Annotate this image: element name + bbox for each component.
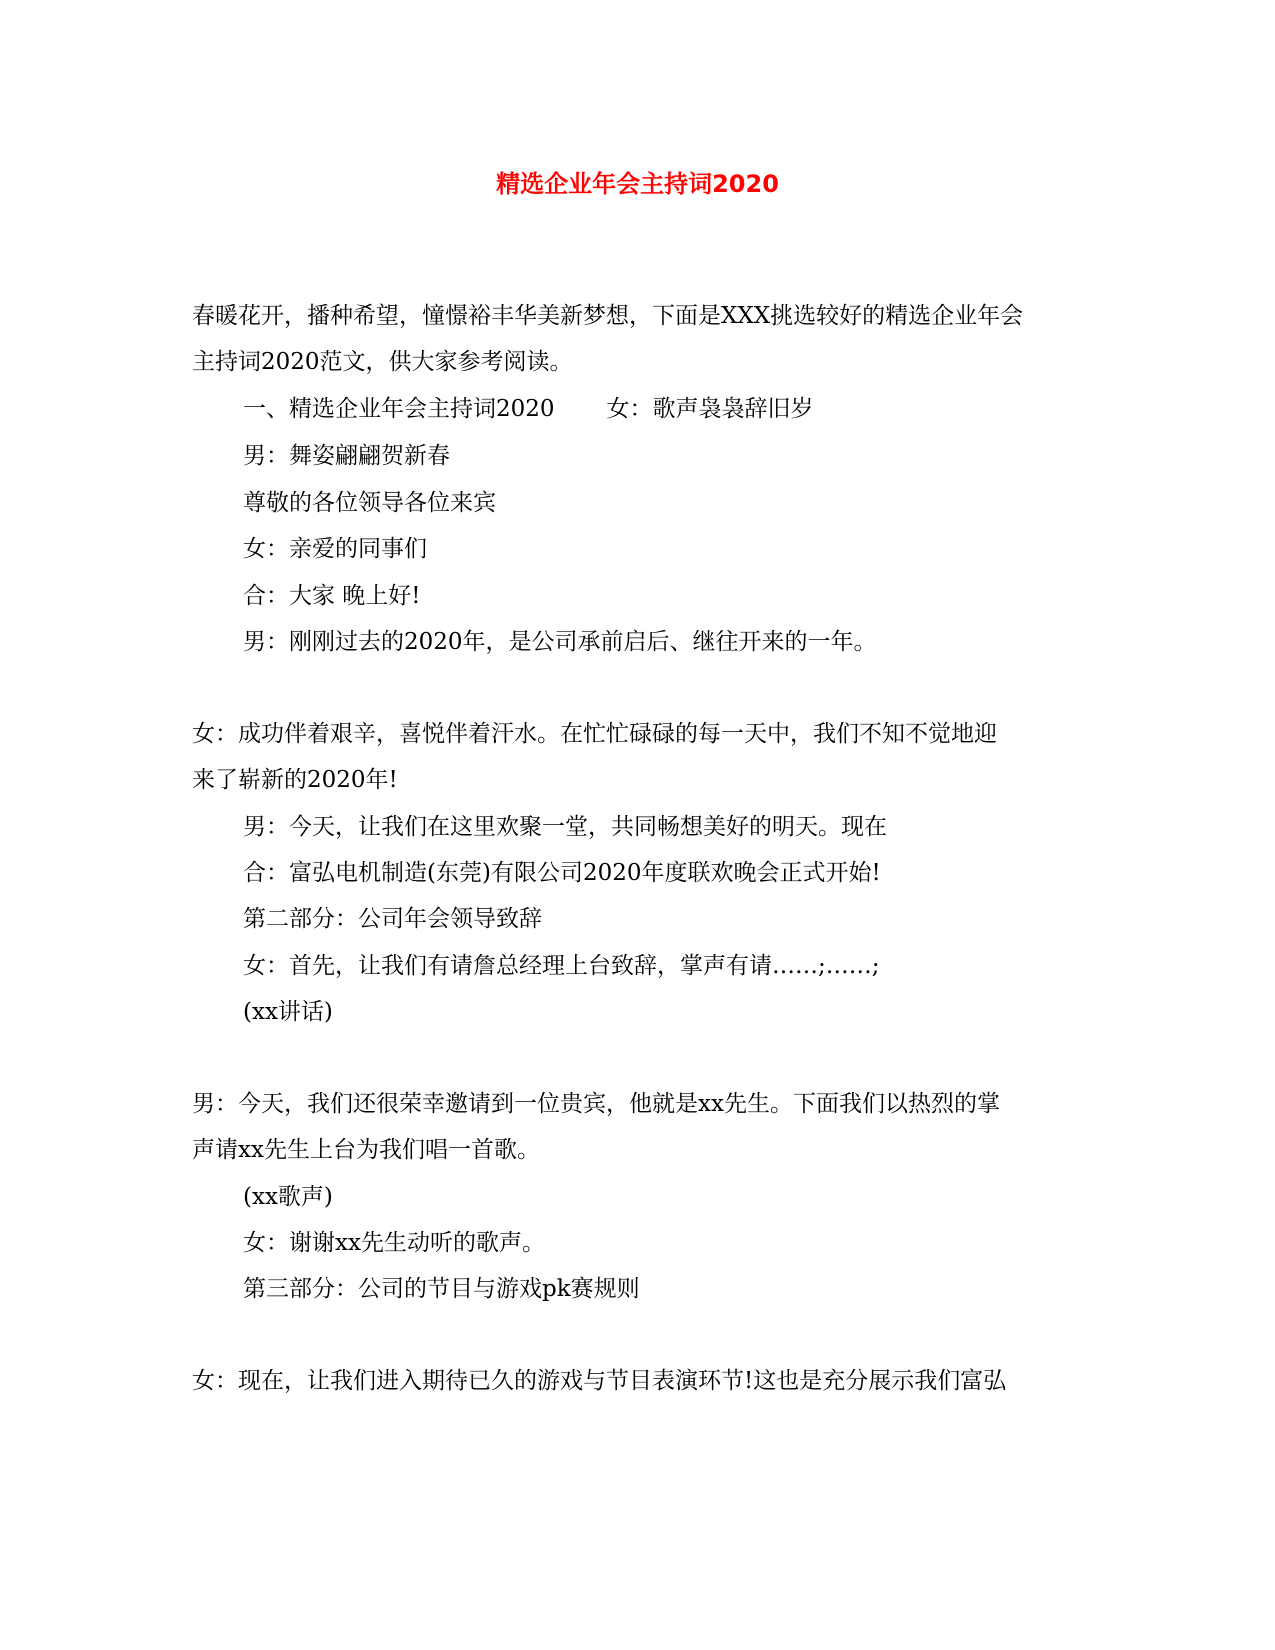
- dialogue-line: 男：舞姿翩翩贺新春: [243, 443, 450, 469]
- paragraph-line: 女：成功伴着艰辛，喜悦伴着汗水。在忙忙碌碌的每一天中，我们不知不觉地迎: [192, 721, 997, 747]
- dialogue-line: 女：首先，让我们有请詹总经理上台致辞，掌声有请……;……;: [243, 953, 880, 979]
- stage-note: (xx歌声): [243, 1184, 333, 1210]
- dialogue-line: 女：亲爱的同事们: [243, 536, 427, 562]
- paragraph-line: 春暖花开，播种希望，憧憬裕丰华美新梦想，下面是XXX挑选较好的精选企业年会: [192, 303, 1024, 329]
- dialogue-line: 男：刚刚过去的2020年，是公司承前启后、继往开来的一年。: [243, 629, 877, 655]
- section-heading: 第三部分：公司的节目与游戏pk赛规则: [243, 1276, 640, 1302]
- stage-note: (xx讲话): [243, 999, 333, 1025]
- paragraph-line: 男：今天，我们还很荣幸邀请到一位贵宾，他就是xx先生。下面我们以热烈的掌: [192, 1091, 1000, 1117]
- section-heading: 一、精选企业年会主持词2020: [243, 396, 555, 422]
- dialogue-line: 女：谢谢xx先生动听的歌声。: [243, 1230, 545, 1256]
- dialogue-line: 女：歌声袅袅辞旧岁: [606, 396, 814, 422]
- paragraph-line: 声请xx先生上台为我们唱一首歌。: [192, 1137, 540, 1163]
- dialogue-line: 男：今天，让我们在这里欢聚一堂，共同畅想美好的明天。现在: [243, 814, 887, 840]
- paragraph-line: 女：现在，让我们进入期待已久的游戏与节目表演环节!这也是充分展示我们富弘: [192, 1368, 1007, 1394]
- paragraph-line: 来了崭新的2020年!: [192, 767, 398, 793]
- dialogue-line: 合：富弘电机制造(东莞)有限公司2020年度联欢晚会正式开始!: [243, 860, 881, 886]
- dialogue-line: 合：大家 晚上好!: [243, 583, 421, 609]
- dialogue-line: 尊敬的各位领导各位来宾: [243, 490, 496, 516]
- paragraph-line: 主持词2020范文，供大家参考阅读。: [192, 349, 573, 375]
- document-title: 精选企业年会主持词2020: [496, 170, 779, 198]
- section-heading: 第二部分：公司年会领导致辞: [243, 906, 542, 932]
- paragraph-line: [243, 393, 814, 425]
